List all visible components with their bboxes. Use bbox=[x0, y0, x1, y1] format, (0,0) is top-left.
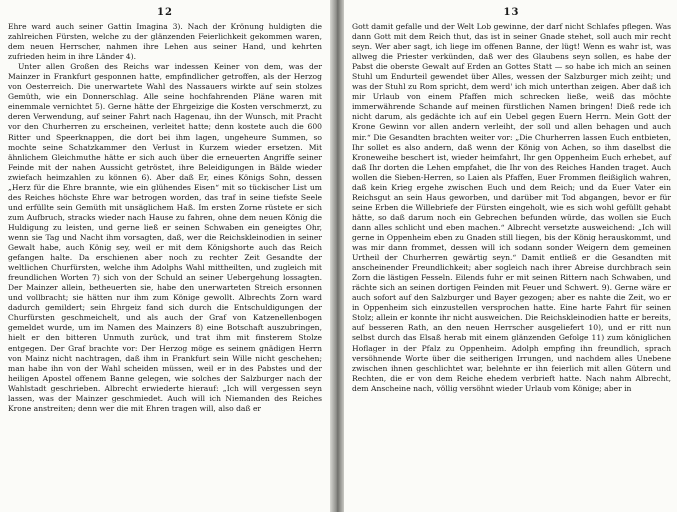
paragraph: Gott damit gefalle und der Welt Lob gewinne, der darf nicht Schlafes pflegen. Was dann Gott mit dem Reich thut, das ist in seiner Gnade stehet, soll auch mir recht seyn. Wer aber sagt, ich liege im offenen Banne, der lügt! Wenn es wahr ist, was allweg die Priester verkünden, daß wer des Glaubens seyn sollen, es habe der Pabst die oberste Gewalt auf Erden an Gottes Statt — so habe ich mich an seinen Stuhl um Endurteil gewendet über Alles, wessen der Salzburger mich zeiht; und was der Stuhl zu Rom spricht, dem werd' ich mich unterthan zeigen. Aber daß ich mir Urlaub von einem Pfaffen mich schrecken ließe, weiß das möchte immerwährende Schande auf meinen fürstlichen Namen bringen! Dieß rede ich nicht darum, als gedächte ich auf ein Uebel gegen Euern Herrn. Mein Gott der Krone Gewinn vor allen andern verleiht, der soll und allen behagen und auch mir.“ Die Gesandten brachten weiter vor: „Die Churherren lassen Euch entbieten, Ihr sollet es also andern, daß wenn der König von Achen, so ihm daselbst die Kroneweihe beschert ist, wieder heimfahrt, Ihr gen Oppenheim Euch erhebet, auf daß Ihr dorten die Lehen empfahet, die Ihr von des Reiches Handen traget. Auch wollen die Sieben-Herren, so Laien als Pfaffen, Euer Frommen fleißiglich wahren, daß kein Krieg ergehe zwischen Euch und dem Reich; und da Euer Vater ein Reichsgut an sein Haus geworben, und darüber mit Tod abgangen, bevor er für seine Erben die Willebriefe der Fürsten eingeholt, wie es sich wohl gefüllt gehabt hätte, so daß darum noch ein Gebrechen befunden würde, das wollen sie Euch dann alles schlicht und eben machen.“ Albrecht versetzte ausweichend: „Ich will gerne in Oppenheim eben zu Gnaden still liegen, bis der König herauskommt, und was mir dann frommet, dessen will ich sodann sonder Weigern dem gemeinen Urtheil der Churherren gewärtig seyn.“ Damit entließ er die Gesandten mit anscheinender Freundlichkeit; aber sogleich nach ihrer Abreise durchbrach sein Zorn die lästigen Fesseln. Eilends fuhr er mit seinen Rittern nach Schwaben, und rächte sich an seinen dortigen Feinden mit Feuer und Schwert. 9). Gerne wäre er auch sofort auf den Salzburger und Bayer gezogen; aber es nahte die Zeit, wo er in Oppenheim sich einzustellen versprochen hatte. Eine harte Fahrt für seinen Stolz; allein er konnte ihr nicht ausweichen. Die Reichskleinodien hatte er bereits, auf besseren Rath, an den neuen Herrscher ausgeliefert 10), und er ritt nun selbst durch das Elsaß herab mit einem glänzenden Gefolge 11) zum königlichen Hoflager in der Pfalz zu Oppenheim. Adolph empfing ihn freundlich, sprach versöhnende Worte über die seitherigen Irrungen, und nachdem alles Unebene zwischen ihnen geschlichtet war, belehnte er ihn feierlich mit allen Gütern und Rechten, die er von dem Reiche ehedem verbrieft hatte. Nach nahm Albrecht, dem Anscheine nach, völlig versöhnt wieder Urlaub vom Könige; aber in bbox=[352, 22, 671, 393]
paragraph: Ehre ward auch seiner Gattin Imagina 3). Nach der Krönung huldigten die zahlreichen Fürsten, welche zu der glänzenden Feierlichkeit gekommen waren, dem neuen Herrscher, nahmen ihre Lehen aus seiner Hand, und kehrten zufrieden heim in ihre Länder 4). bbox=[8, 22, 322, 62]
right-page bbox=[344, 0, 677, 512]
page-text bbox=[352, 22, 671, 394]
page-number: 12 bbox=[157, 7, 173, 18]
page-number: 13 bbox=[503, 7, 520, 18]
paragraph: Unter allen Großen des Reichs war indessen Keiner von dem, was der Mainzer in Frankfurt gesponnen hatte, empfindlicher getroffen, als der Herzog von Oesterreich. Die unerwartete Wahl des Nassauers wirkte auf sein stolzes Gemüth, wie ein Donnerschlag. Alle seine hochfahrenden Pläne waren mit einemmale vernichtet 5). Gerne hätte der Ehrgeizige die Kosten verschmerzt, zu deren Verwendung, auf seiner Fahrt nach Hagenau, ihn der Wunsch, mit Pracht vor den Churherren zu erscheinen, verleitet hatte; denn kostete auch die 600 Ritter und Speerknappen, die dort bei ihm lagen, ungeheure Summen, so mochte seine Schatzkammer den Verlust in Kurzem wieder ersetzen. Mit ähnlichem Gleichmuthe hätte er sich auch über die erneuerten Angriffe seiner Feinde mit der nahen Aussicht getröstet, ihre Beleidigungen in Bälde wieder zwiefach heimzahlen zu können 6). Aber daß Er, eines Königs Sohn, dessen „Herz für die Ehre brannte, wie ein glühendes Eisen“ mit so tückischer List um des Reiches höchste Ehre war betrogen worden, das traf in seine tiefste Seele und erfüllte sein Gemüth mit unsäglichem Haß. Im ersten Zorne rüstete er sich zum Aufbruch, stracks wieder nach Hause zu fahren, ohne dem neuen König die Huldigung zu leisten, und gerne ließ er seinen Schwaben ein geneigtes Ohr, wenn sie Tag und Nacht ihm vorsagten, daß, wer die Reichskleinodien in seiner Gewalt habe, auch König sey, weil er mit dem Königshorte auch das Reich gefangen halte. Da erschienen aber noch zu rechter Zeit Gesandte der weltlichen Churfürsten, welche ihm Adolphs Wahl mittheilten, und zugleich mit freundlichen Worten 7) sich von der Schuld an seiner Uebergehung lossagten. Der Mainzer allein, betheuerten sie, habe den unerwarteten Streich ersonnen und vollbracht; sie hätten nur ihm zum Könige gewollt. Albrechts Zorn ward dadurch gemildert; sein Ehrgeiz fand sich durch die Entschuldigungen der Churfürsten geschmeichelt, und als auch der Graf von Katzenellenbogen gemeldet wurde, um im Namen des Mainzers 8) eine Botschaft auszubringen, hielt er den bitteren Unmuth zurück, und trat ihm mit finsterem Stolze entgegen. Der Graf brachte vor: Der Herzog möge es seinem gnädigen Herrn von Mainz nicht nachtragen, daß ihm in Frankfurt sein Wille nicht geschehen; man habe ihn von der Wahl scheiden müssen, weil er in des Pabstes und der heiligen Apostel offenem Banne gelegen, wie solches der Salzburger nach der Wahlstadt geschrieben. Albrecht erwiederte hierauf: „Ich will vergessen seyn lassen, was der Mainzer geschmiedet. Auch will ich Niemanden des Reiches Krone anstreiten; denn wer die mit Ehren tragen will, also daß er bbox=[8, 62, 322, 413]
page-text bbox=[8, 22, 322, 414]
book-gutter bbox=[330, 0, 344, 512]
left-page bbox=[0, 0, 330, 512]
